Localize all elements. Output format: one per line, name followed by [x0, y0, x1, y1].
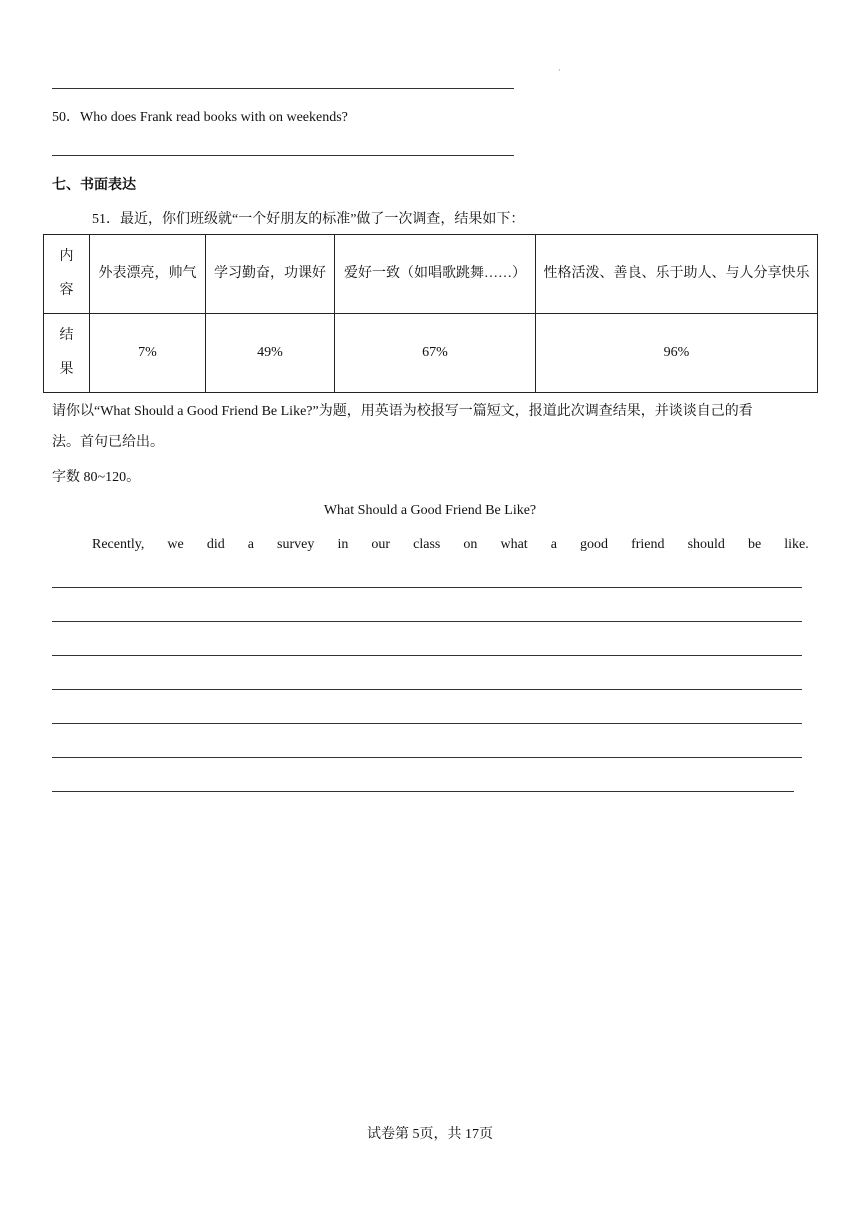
cell-result-4: 96% — [536, 314, 818, 393]
writing-line[interactable] — [52, 723, 802, 724]
essay-title: What Should a Good Friend Be Like? — [323, 503, 537, 518]
cell-result-1: 7% — [90, 314, 206, 393]
cell-result-3: 67% — [335, 314, 536, 393]
sentence-word: friend — [631, 537, 665, 552]
instruction-line-2: 法。首句已给出。 — [52, 435, 164, 450]
instruction-line-1: 请你以“What Should a Good Friend Be Like?”为题，用英语为校报写一篇短文，报道此次调查结果，并谈谈自己的看 — [52, 404, 753, 419]
sentence-word: our — [371, 537, 391, 552]
writing-line[interactable] — [52, 655, 802, 656]
table-row-result — [44, 314, 818, 393]
row-header-result: 结果 — [44, 314, 90, 393]
sentence-word: a — [550, 537, 557, 552]
sentence-word: on — [463, 537, 478, 552]
answer-line-q49[interactable] — [52, 88, 514, 89]
sentence-word: should — [687, 537, 725, 552]
table-row-content — [44, 235, 818, 314]
essay-first-sentence — [92, 537, 809, 553]
sentence-word: good — [580, 537, 609, 552]
cell-content-4: 性格活泼、善良、乐于助人、与人分享快乐 — [536, 235, 818, 314]
answer-line-q50[interactable] — [52, 155, 514, 156]
writing-line[interactable] — [52, 621, 802, 622]
writing-line[interactable] — [52, 689, 802, 690]
sentence-word: class — [413, 537, 441, 552]
question-51-prompt: 51．最近，你们班级就“一个好朋友的标准”做了一次调查，结果如下： — [92, 212, 525, 227]
word-count: 字数 80~120。 — [52, 470, 141, 485]
sentence-word: what — [500, 537, 528, 552]
cell-content-3: 爱好一致（如唱歌跳舞……） — [335, 235, 536, 314]
stray-dot: · — [558, 66, 561, 75]
question-50: 50．Who does Frank read books with on weekends? — [52, 110, 348, 125]
cell-result-2: 49% — [206, 314, 335, 393]
survey-table — [43, 234, 818, 393]
writing-line[interactable] — [52, 791, 794, 792]
sentence-word: did — [206, 537, 225, 552]
sentence-word: we — [167, 537, 184, 552]
writing-line[interactable] — [52, 757, 802, 758]
sentence-word: a — [247, 537, 254, 552]
sentence-word: be — [748, 537, 762, 552]
writing-line[interactable] — [52, 587, 802, 588]
row-header-content: 内容 — [44, 235, 90, 314]
cell-content-2: 学习勤奋，功课好 — [206, 235, 335, 314]
sentence-word: Recently, — [92, 537, 145, 552]
sentence-word: in — [337, 537, 349, 552]
section-heading: 七、书面表达 — [52, 177, 136, 193]
cell-content-1: 外表漂亮，帅气 — [90, 235, 206, 314]
sentence-word: survey — [277, 537, 315, 552]
sentence-word: like. — [784, 537, 809, 552]
page-footer: 试卷第 5页，共 17页 — [367, 1127, 493, 1142]
